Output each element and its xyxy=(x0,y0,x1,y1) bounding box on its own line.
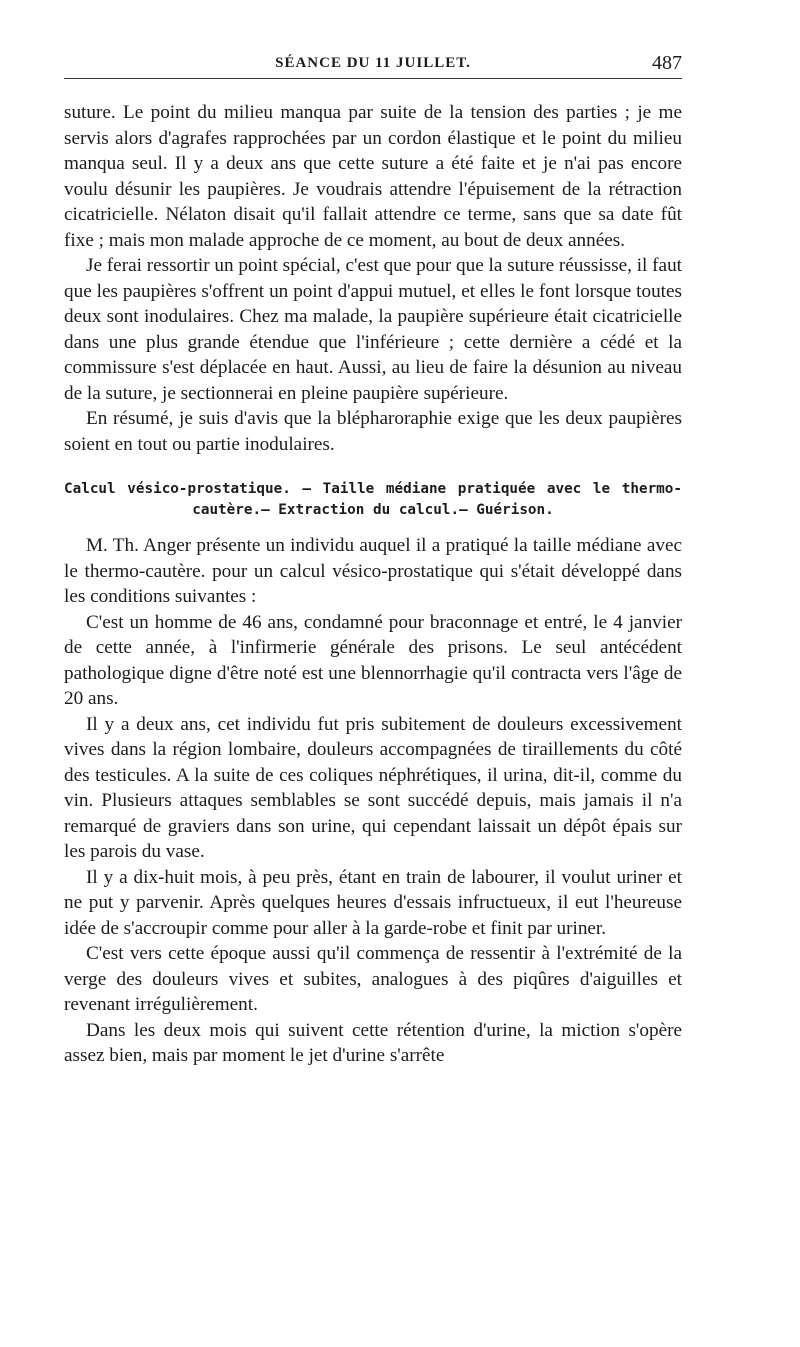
section-title xyxy=(64,479,682,521)
paragraph: Il y a deux ans, cet individu fut pris subitement de douleurs excessivement vives dans la région lombaire, douleurs accompagnées de tiraillements du côté des testicules. A la suite de ces coliques néphrétiques, il urina, dit-il, comme du vin. Plusieurs attaques semblables se sont succédé depuis, mais jamais il n'a remarqué de graviers dans son urine, qui cependant laissait un dépôt épais sur les parois du vase. xyxy=(64,713,682,862)
paragraph: En résumé, je suis d'avis que la blépharoraphie exige que les deux paupières soient en tout ou partie inodulaires. xyxy=(64,408,682,455)
section-title-line-2: cautère.— Extraction du calcul.— Guérison. xyxy=(192,502,554,518)
paragraph: suture. Le point du milieu manqua par suite de la tension des parties ; je me servis alors d'agrafes rapprochées par un cordon élastique et le point du milieu manqua seul. Il y a deux ans que cette suture a été faite et je n'ai pas encore voulu désunir les paupières. Je voudrais attendre l'épuisement de la rétraction cicatricielle. Nélaton disait qu'il fallait attendre ce terme, sans que sa date fût fixe ; mais mon malade approche de ce moment, au bout de deux années. xyxy=(64,102,682,251)
running-header xyxy=(64,52,682,79)
paragraph: C'est un homme de 46 ans, condamné pour braconnage et entré, le 4 janvier de cette année, à l'infirmerie générale des prisons. Le seul antécédent pathologique digne d'être noté est une blennorrhagie qu'il contracta vers l'âge de 20 ans. xyxy=(64,611,682,709)
section-title-line-1: Calcul vésico-prostatique. — Taille médiane pratiquée avec le thermo- xyxy=(64,481,682,497)
paragraph: Dans les deux mois qui suivent cette rétention d'urine, la miction s'opère assez bien, mais par moment le jet d'urine s'arrête xyxy=(64,1019,682,1066)
page-body xyxy=(64,100,682,1069)
paragraph: Je ferai ressortir un point spécial, c'est que pour que la suture réussisse, il faut que les paupières s'offrent un point d'appui mutuel, et elles le font lorsque toutes deux sont inodulaires. Chez ma malade, la paupière supérieure était cicatricielle dans une plus grande étendue que l'inférieure ; cette dernière a cédé et la commissure s'est déplacée en haut. Aussi, au lieu de faire la désunion au niveau de la suture, je sectionnerai en pleine paupière supérieure. xyxy=(64,255,682,404)
paragraph: M. Th. Anger présente un individu auquel il a pratiqué la taille médiane avec le thermo-cautère. pour un calcul vésico-prostatique qui s'était développé dans les conditions suivantes : xyxy=(64,535,682,607)
paragraph: C'est vers cette époque aussi qu'il commença de ressentir à l'extrémité de la verge des douleurs vives et subites, analogues à des piqûres d'aiguilles et revenant irrégulièrement. xyxy=(64,943,682,1015)
page-number: 487 xyxy=(652,52,682,74)
running-title: SÉANCE DU 11 JUILLET. xyxy=(275,55,471,71)
paragraph: Il y a dix-huit mois, à peu près, étant en train de labourer, il voulut uriner et ne put y parvenir. Après quelques heures d'essais infructueux, il eut l'heureuse idée de s'accroupir comme pour aller à la garde-robe et finit par uriner. xyxy=(64,866,682,939)
